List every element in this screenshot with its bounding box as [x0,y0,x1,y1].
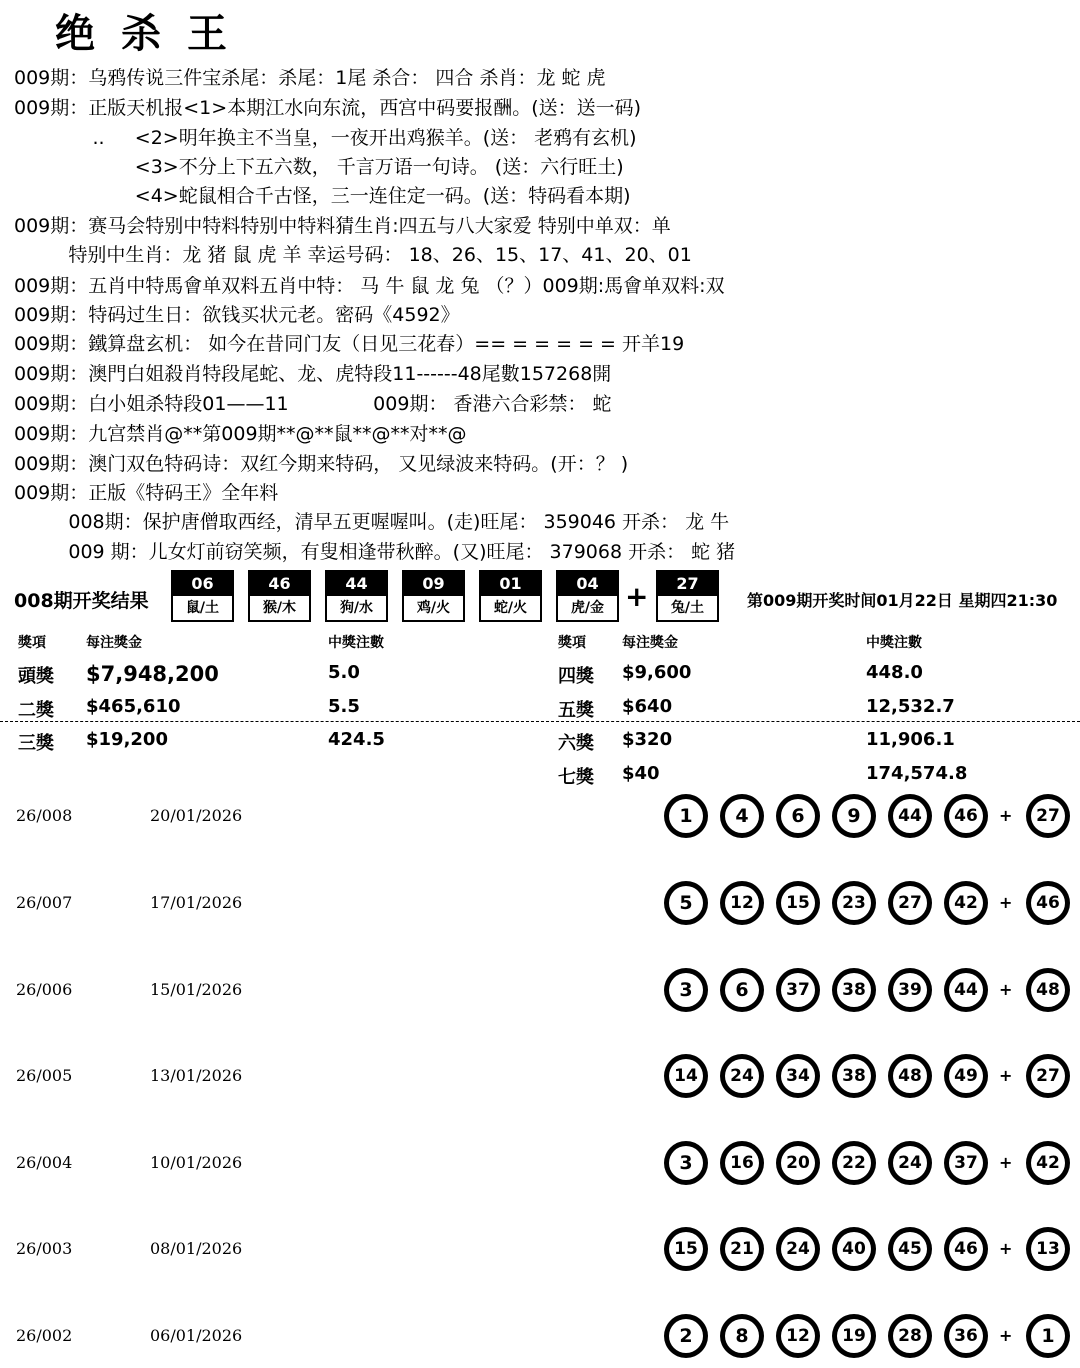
prize-amount: $40 [622,763,660,784]
special-ball-number: 27 [1031,1059,1065,1093]
draw-id: 26/008 [16,806,73,825]
draw-ball [888,881,932,925]
prize-name: 四獎 [558,666,594,687]
result-ball-zodiac: 蛇/火 [493,600,528,616]
draw-ball [832,1054,876,1098]
draw-date: 15/01/2026 [150,980,243,999]
draw-ball-number: 19 [837,1319,871,1353]
prize-header: 中獎注數 [866,635,922,651]
draw-ball [776,794,820,838]
draw-date: 17/01/2026 [150,893,243,912]
prize-header: 每注獎金 [622,635,678,651]
draw-ball [888,1314,932,1358]
result-ball [248,570,311,622]
prize-count: 174,574.8 [866,763,968,784]
prize-amount: $19,200 [86,729,168,750]
draw-ball [832,1314,876,1358]
draw-ball-number: 48 [893,1059,927,1093]
special-draw-ball [1026,881,1070,925]
draw-ball-number: 12 [781,1319,815,1353]
draw-ball [776,1227,820,1271]
prediction-line: 009期：澳門白姐殺肖特段尾蛇、龙、虎特段11------48尾數157268開 [14,363,612,385]
draw-ball-number: 24 [893,1146,927,1180]
draw-ball-number: 44 [949,973,983,1007]
result-ball [171,570,234,622]
draw-ball-number: 21 [725,1232,759,1266]
page-title: 绝杀王 [55,10,253,57]
prize-name: 五獎 [558,700,594,721]
prize-count: 12,532.7 [866,696,955,717]
draw-ball [888,1054,932,1098]
draw-ball-number: 49 [949,1059,983,1093]
draw-ball [944,881,988,925]
plus-sign: + [999,893,1013,912]
draw-id: 26/002 [16,1326,73,1345]
result-ball-zodiac: 虎/金 [570,600,605,616]
draw-ball [664,1314,708,1358]
prediction-line: 009 期：儿女灯前窃笑频，有叟相逢带秋醉。(又)旺尾： 379068 开杀： 蛇 猪 [14,541,736,563]
prize-name: 七獎 [558,767,594,788]
prize-count: 424.5 [328,729,385,750]
draw-ball-number: 24 [781,1232,815,1266]
prize-amount: $320 [622,729,673,750]
draw-ball-number: 15 [781,886,815,920]
draw-ball-number: 40 [837,1232,871,1266]
result-ball-number: 44 [327,572,386,596]
special-ball-zodiac: 兔/土 [670,600,705,616]
plus-sign: + [625,580,649,613]
draw-ball [832,968,876,1012]
draw-ball-number: 15 [669,1232,703,1266]
draw-ball-number: 46 [949,799,983,833]
prize-header: 獎項 [558,635,586,651]
draw-ball [944,1054,988,1098]
result-ball [402,570,465,622]
prediction-line: 009期：鐵算盘玄机： 如今在昔同门友（日见三花春）== = = = = = 开羊19 [14,333,685,355]
draw-ball [664,1227,708,1271]
prize-amount: $465,610 [86,696,181,717]
draw-ball-number: 1 [669,799,703,833]
result-ball [556,570,619,622]
prize-header: 每注獎金 [86,635,142,651]
special-draw-ball [1026,1141,1070,1185]
draw-ball-number: 20 [781,1146,815,1180]
draw-date: 08/01/2026 [150,1239,243,1258]
prize-count: 5.5 [328,696,360,717]
draw-ball-number: 42 [949,886,983,920]
draw-ball-number: 34 [781,1059,815,1093]
draw-ball-number: 38 [837,1059,871,1093]
special-ball-number: 1 [1031,1319,1065,1353]
draw-date: 20/01/2026 [150,806,243,825]
special-ball-number: 27 [1031,799,1065,833]
draw-id: 26/004 [16,1153,73,1172]
draw-ball-number: 24 [725,1059,759,1093]
next-draw-time: 第009期开奖时间01月22日 星期四21:30 [747,591,1058,610]
special-draw-ball [1026,1227,1070,1271]
draw-ball-number: 2 [669,1319,703,1353]
draw-ball-number: 6 [781,799,815,833]
draw-ball [944,1227,988,1271]
special-ball-number: 48 [1031,973,1065,1007]
draw-ball [888,1227,932,1271]
draw-ball-number: 37 [781,973,815,1007]
draw-ball-number: 5 [669,886,703,920]
prize-count: 11,906.1 [866,729,955,750]
draw-ball [776,1054,820,1098]
prediction-line: 009期：正版天机报<1>本期江水向东流，西宫中码要报酬。(送：送一码) [14,97,642,119]
draw-ball-number: 27 [893,886,927,920]
prediction-line: 009期：白小姐杀特段01——11 009期： 香港六合彩禁： 蛇 [14,393,612,415]
draw-ball [944,794,988,838]
draw-ball-number: 9 [837,799,871,833]
draw-ball-number: 12 [725,886,759,920]
draw-ball [720,968,764,1012]
draw-ball [664,794,708,838]
special-draw-ball [1026,794,1070,838]
draw-ball-number: 23 [837,886,871,920]
result-ball-zodiac: 鸡/火 [416,600,451,616]
draw-ball-number: 38 [837,973,871,1007]
draw-ball-number: 28 [893,1319,927,1353]
draw-ball [720,881,764,925]
prize-count: 5.0 [328,662,360,683]
special-ball-number: 27 [658,572,717,596]
draw-ball-number: 4 [725,799,759,833]
special-ball-number: 13 [1031,1232,1065,1266]
plus-sign: + [999,806,1013,825]
draw-ball [832,1227,876,1271]
draw-ball-number: 3 [669,1146,703,1180]
prize-name: 三獎 [18,733,54,754]
special-ball-number: 42 [1031,1146,1065,1180]
draw-id: 26/006 [16,980,73,999]
result-ball-number: 06 [173,572,232,596]
draw-ball [720,1054,764,1098]
draw-ball [664,1054,708,1098]
result-ball-zodiac: 猴/木 [262,600,297,616]
prize-amount: $640 [622,696,673,717]
draw-ball [776,881,820,925]
plus-sign: + [999,1326,1013,1345]
draw-ball-number: 6 [725,973,759,1007]
prediction-line: 009期：乌鸦传说三件宝杀尾：杀尾：1尾 杀合： 四合 杀肖：龙 蛇 虎 [14,67,606,89]
prediction-line: <3>不分上下五六数， 千言万语一句诗。 (送：六行旺土) [14,156,624,178]
prediction-line: 009期：赛马会特别中特料特别中特料猜生肖:四五与八大家爱 特别中单双：单 [14,215,671,237]
prize-header: 獎項 [18,635,46,651]
prize-name: 頭獎 [18,666,54,687]
result-ball [325,570,388,622]
draw-ball [944,968,988,1012]
draw-ball [720,794,764,838]
draw-ball [832,1141,876,1185]
prediction-line: <4>蛇鼠相合千古怪，三一连住定一码。(送：特码看本期) [14,185,631,207]
draw-ball [832,881,876,925]
prediction-line: 008期：保护唐僧取西经，清早五更喔喔叫。(走)旺尾： 359046 开杀： 龙 牛 [14,511,730,533]
draw-ball-number: 16 [725,1146,759,1180]
draw-ball [888,794,932,838]
plus-sign: + [999,980,1013,999]
draw-ball [944,1314,988,1358]
draw-ball-number: 22 [837,1146,871,1180]
prize-count: 448.0 [866,662,923,683]
draw-ball [888,968,932,1012]
draw-date: 10/01/2026 [150,1153,243,1172]
draw-ball-number: 3 [669,973,703,1007]
special-ball [656,570,719,622]
draw-ball [664,881,708,925]
result-label: 008期开奖结果 [14,590,149,612]
prize-name: 六獎 [558,733,594,754]
plus-sign: + [999,1153,1013,1172]
result-ball-zodiac: 鼠/土 [185,600,220,616]
draw-ball-number: 36 [949,1319,983,1353]
draw-ball-number: 44 [893,799,927,833]
result-ball-number: 09 [404,572,463,596]
draw-ball [720,1141,764,1185]
draw-ball [776,1141,820,1185]
prize-header: 中獎注數 [328,635,384,651]
prize-name: 二獎 [18,700,54,721]
result-ball-zodiac: 狗/水 [339,600,374,616]
prediction-line: 009期：特码过生日：欲钱买状元老。密码《4592》 [14,304,460,326]
prediction-line: 009期：澳门双色特码诗：双红今期来特码， 又见绿波来特码。(开：？ ) [14,453,629,475]
prediction-line: 009期：正版《特码王》全年料 [14,482,279,504]
prediction-line: 009期：五肖中特馬會单双料五肖中特： 马 牛 鼠 龙 兔 （？）009期:馬會单双料:双 [14,275,725,297]
draw-ball-number: 37 [949,1146,983,1180]
special-draw-ball [1026,1314,1070,1358]
result-ball [479,570,542,622]
draw-ball [664,1141,708,1185]
draw-ball [776,1314,820,1358]
draw-ball-number: 14 [669,1059,703,1093]
draw-ball [832,794,876,838]
prediction-line: 特别中生肖：龙 猪 鼠 虎 羊 幸运号码： 18、26、15、17、41、20、01 [14,244,692,266]
draw-ball [776,968,820,1012]
draw-ball [664,968,708,1012]
result-ball-number: 46 [250,572,309,596]
prediction-line: .. <2>明年换主不当皇，一夜开出鸡猴羊。(送： 老鸦有玄机) [14,127,637,149]
plus-sign: + [999,1239,1013,1258]
draw-ball [720,1314,764,1358]
prize-amount: $7,948,200 [86,662,219,686]
draw-date: 06/01/2026 [150,1326,243,1345]
divider [0,721,1080,722]
draw-ball-number: 46 [949,1232,983,1266]
special-ball-number: 46 [1031,886,1065,920]
result-ball-number: 01 [481,572,540,596]
draw-id: 26/007 [16,893,73,912]
draw-ball-number: 39 [893,973,927,1007]
prize-amount: $9,600 [622,662,692,683]
draw-ball-number: 45 [893,1232,927,1266]
draw-ball-number: 8 [725,1319,759,1353]
result-ball-number: 04 [558,572,617,596]
draw-ball [888,1141,932,1185]
draw-date: 13/01/2026 [150,1066,243,1085]
special-draw-ball [1026,968,1070,1012]
draw-id: 26/005 [16,1066,73,1085]
draw-id: 26/003 [16,1239,73,1258]
special-draw-ball [1026,1054,1070,1098]
plus-sign: + [999,1066,1013,1085]
draw-ball [720,1227,764,1271]
prediction-line: 009期：九宫禁肖@**第009期**@**鼠**@**对**@ [14,423,467,445]
draw-ball [944,1141,988,1185]
